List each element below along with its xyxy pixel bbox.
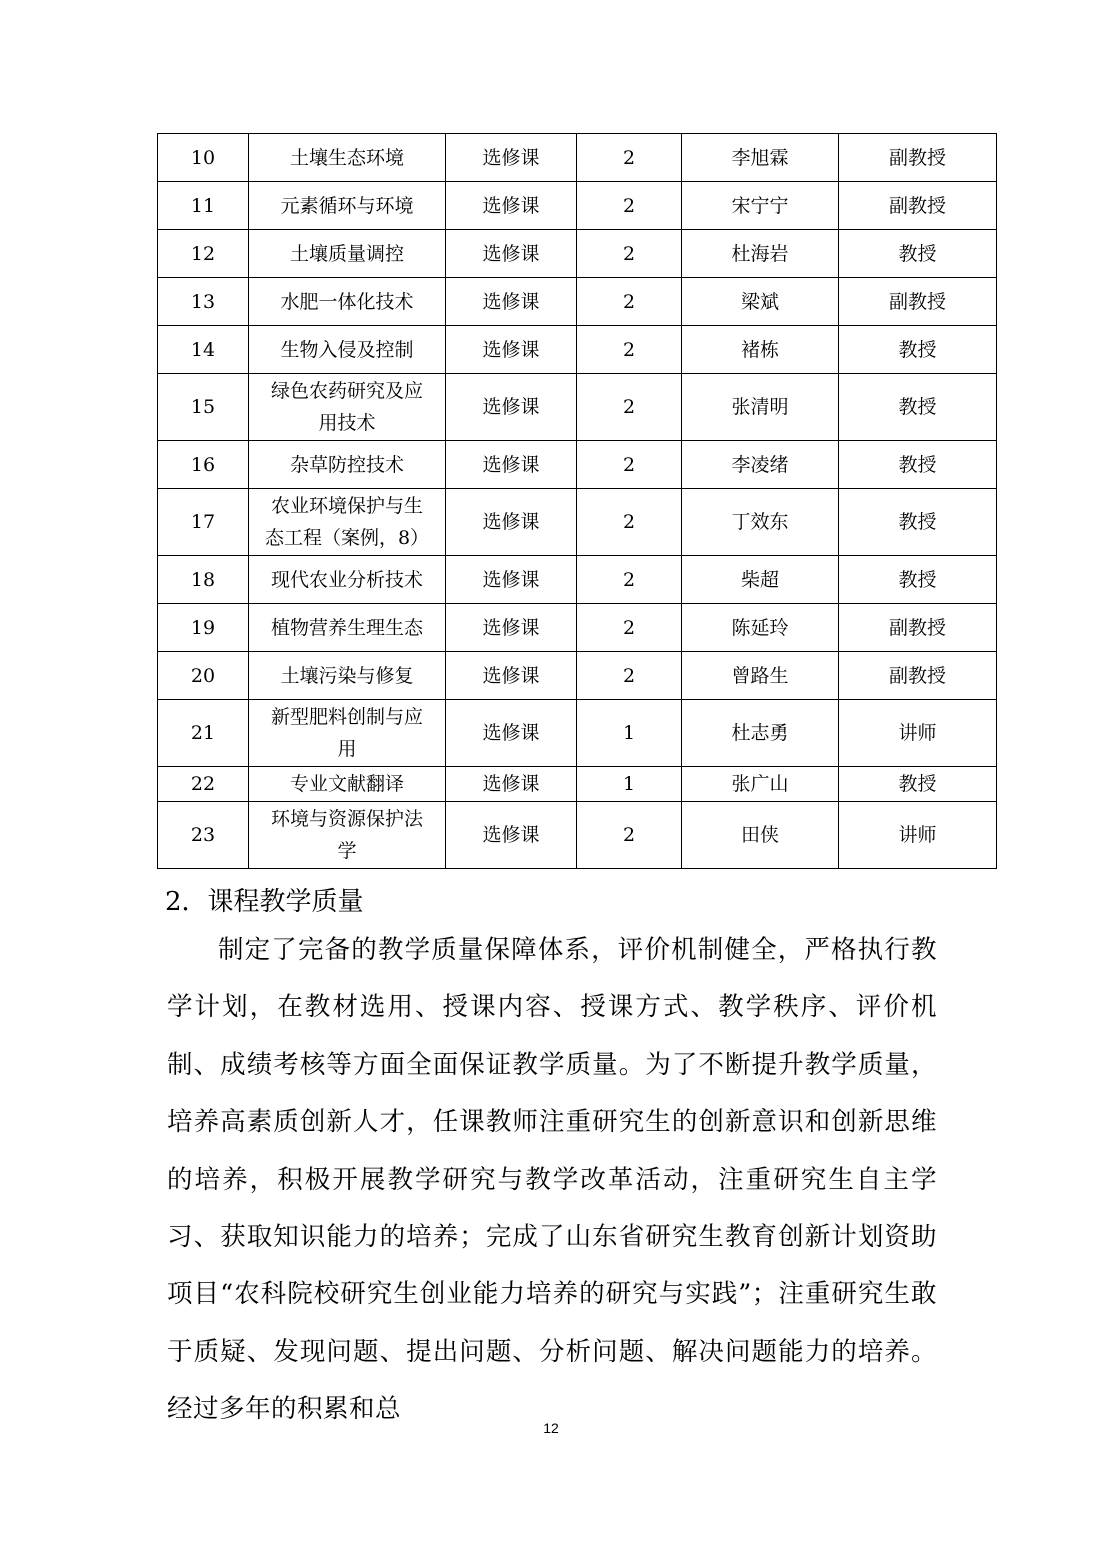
cell-course-name	[249, 182, 446, 230]
course-name-text: 绿色农药研究及应用技术	[270, 380, 423, 434]
body-paragraph: 制定了完备的教学质量保障体系，评价机制健全，严格执行教学计划，在教材选用、授课内容、授课方式、教学秩序、评价机制、成绩考核等方面全面保证教学质量。为了不断提升教学质量，培养高素质创新人才，任课教师注重研究生的创新意识和创新思维的培养，积极开展教学研究与教学改革活动，注重研究生自主学习、获取知识能力的培养；完成了山东省研究生教育创新计划资助项目“农科院校研究生创业能力培养的研究与实践”；注重研究生敢于质疑、发现问题、提出问题、分析问题、解决问题能力的培养。 经过多年的积累和总	[167, 935, 937, 1425]
cell-teacher-title: 副教授	[839, 652, 997, 700]
cell-credits: 2	[577, 374, 682, 441]
course-name-text: 元素循环与环境	[280, 194, 414, 217]
cell-teacher: 杜志勇	[682, 700, 839, 767]
cell-teacher: 李凌绪	[682, 441, 839, 489]
cell-credits: 2	[577, 326, 682, 374]
cell-number: 20	[158, 652, 249, 700]
course-name-text: 土壤污染与修复	[280, 664, 414, 687]
cell-credits: 2	[577, 230, 682, 278]
course-table-body	[158, 134, 997, 869]
cell-teacher: 宋宁宁	[682, 182, 839, 230]
cell-number: 18	[158, 556, 249, 604]
cell-teacher: 张广山	[682, 767, 839, 802]
course-name-text: 水肥一体化技术	[280, 290, 414, 313]
cell-credits: 2	[577, 134, 682, 182]
cell-credits: 1	[577, 700, 682, 767]
cell-credits: 2	[577, 441, 682, 489]
course-name-text: 新型肥料创制与应用	[270, 706, 423, 760]
cell-number: 13	[158, 278, 249, 326]
cell-teacher: 田侠	[682, 802, 839, 869]
cell-teacher: 陈延玲	[682, 604, 839, 652]
cell-teacher: 杜海岩	[682, 230, 839, 278]
cell-course-type: 选修课	[446, 604, 577, 652]
table-row	[158, 652, 997, 700]
table-row	[158, 556, 997, 604]
cell-course-type: 选修课	[446, 278, 577, 326]
cell-course-type: 选修课	[446, 802, 577, 869]
table-row	[158, 326, 997, 374]
cell-course-type: 选修课	[446, 556, 577, 604]
cell-number: 23	[158, 802, 249, 869]
cell-course-type: 选修课	[446, 767, 577, 802]
course-name-text: 生物入侵及控制	[280, 338, 414, 361]
cell-course-type: 选修课	[446, 230, 577, 278]
cell-teacher-title: 教授	[839, 374, 997, 441]
cell-credits: 2	[577, 182, 682, 230]
cell-course-type: 选修课	[446, 441, 577, 489]
cell-credits: 2	[577, 556, 682, 604]
cell-teacher: 梁斌	[682, 278, 839, 326]
cell-course-type: 选修课	[446, 700, 577, 767]
table-row	[158, 604, 997, 652]
table-row	[158, 134, 997, 182]
cell-teacher: 曾路生	[682, 652, 839, 700]
cell-course-name	[249, 604, 446, 652]
cell-course-type: 选修课	[446, 326, 577, 374]
cell-number: 22	[158, 767, 249, 802]
cell-course-name	[249, 556, 446, 604]
cell-credits: 2	[577, 278, 682, 326]
section-title: 2．课程教学质量	[165, 887, 364, 917]
cell-teacher: 张清明	[682, 374, 839, 441]
cell-teacher: 褚栋	[682, 326, 839, 374]
table-row	[158, 489, 997, 556]
cell-course-name	[249, 441, 446, 489]
cell-course-name	[249, 326, 446, 374]
cell-course-name	[249, 489, 446, 556]
cell-number: 21	[158, 700, 249, 767]
cell-teacher-title: 副教授	[839, 182, 997, 230]
course-name-text: 专业文献翻译	[289, 773, 404, 795]
course-name-text: 土壤质量调控	[289, 242, 404, 265]
table-row	[158, 278, 997, 326]
cell-course-type: 选修课	[446, 374, 577, 441]
cell-teacher-title: 副教授	[839, 604, 997, 652]
course-table	[157, 133, 997, 869]
cell-teacher-title: 教授	[839, 556, 997, 604]
table-row	[158, 230, 997, 278]
cell-teacher-title: 教授	[839, 326, 997, 374]
cell-teacher-title: 教授	[839, 230, 997, 278]
cell-course-name	[249, 230, 446, 278]
cell-teacher: 柴超	[682, 556, 839, 604]
cell-number: 17	[158, 489, 249, 556]
cell-teacher-title: 讲师	[839, 700, 997, 767]
page-number: 12	[543, 1420, 559, 1436]
cell-number: 19	[158, 604, 249, 652]
cell-number: 12	[158, 230, 249, 278]
cell-credits: 2	[577, 489, 682, 556]
cell-course-name	[249, 767, 446, 802]
course-name-text: 农业环境保护与生态工程（案例，8）	[264, 495, 430, 549]
table-row	[158, 182, 997, 230]
cell-course-name	[249, 374, 446, 441]
course-name-text: 植物营养生理生态	[270, 616, 423, 639]
cell-course-name	[249, 278, 446, 326]
table-row	[158, 767, 997, 802]
table-row	[158, 802, 997, 869]
table-row	[158, 374, 997, 441]
table-row	[158, 441, 997, 489]
cell-course-name	[249, 700, 446, 767]
cell-credits: 1	[577, 767, 682, 802]
cell-teacher: 李旭霖	[682, 134, 839, 182]
cell-teacher: 丁效东	[682, 489, 839, 556]
cell-teacher-title: 教授	[839, 767, 997, 802]
cell-number: 10	[158, 134, 249, 182]
cell-course-type: 选修课	[446, 182, 577, 230]
course-name-text: 环境与资源保护法学	[270, 808, 423, 862]
cell-teacher-title: 教授	[839, 489, 997, 556]
cell-number: 11	[158, 182, 249, 230]
cell-course-name	[249, 652, 446, 700]
cell-course-name	[249, 802, 446, 869]
cell-number: 14	[158, 326, 249, 374]
cell-course-name	[249, 134, 446, 182]
course-name-text: 土壤生态环境	[289, 146, 404, 169]
cell-number: 16	[158, 441, 249, 489]
cell-teacher-title: 副教授	[839, 278, 997, 326]
course-name-text: 杂草防控技术	[289, 453, 404, 476]
table-row	[158, 700, 997, 767]
cell-credits: 2	[577, 604, 682, 652]
cell-teacher-title: 讲师	[839, 802, 997, 869]
cell-teacher-title: 副教授	[839, 134, 997, 182]
cell-course-type: 选修课	[446, 489, 577, 556]
cell-number: 15	[158, 374, 249, 441]
cell-credits: 2	[577, 652, 682, 700]
cell-course-type: 选修课	[446, 134, 577, 182]
course-name-text: 现代农业分析技术	[270, 568, 423, 591]
cell-credits: 2	[577, 802, 682, 869]
cell-course-type: 选修课	[446, 652, 577, 700]
cell-teacher-title: 教授	[839, 441, 997, 489]
